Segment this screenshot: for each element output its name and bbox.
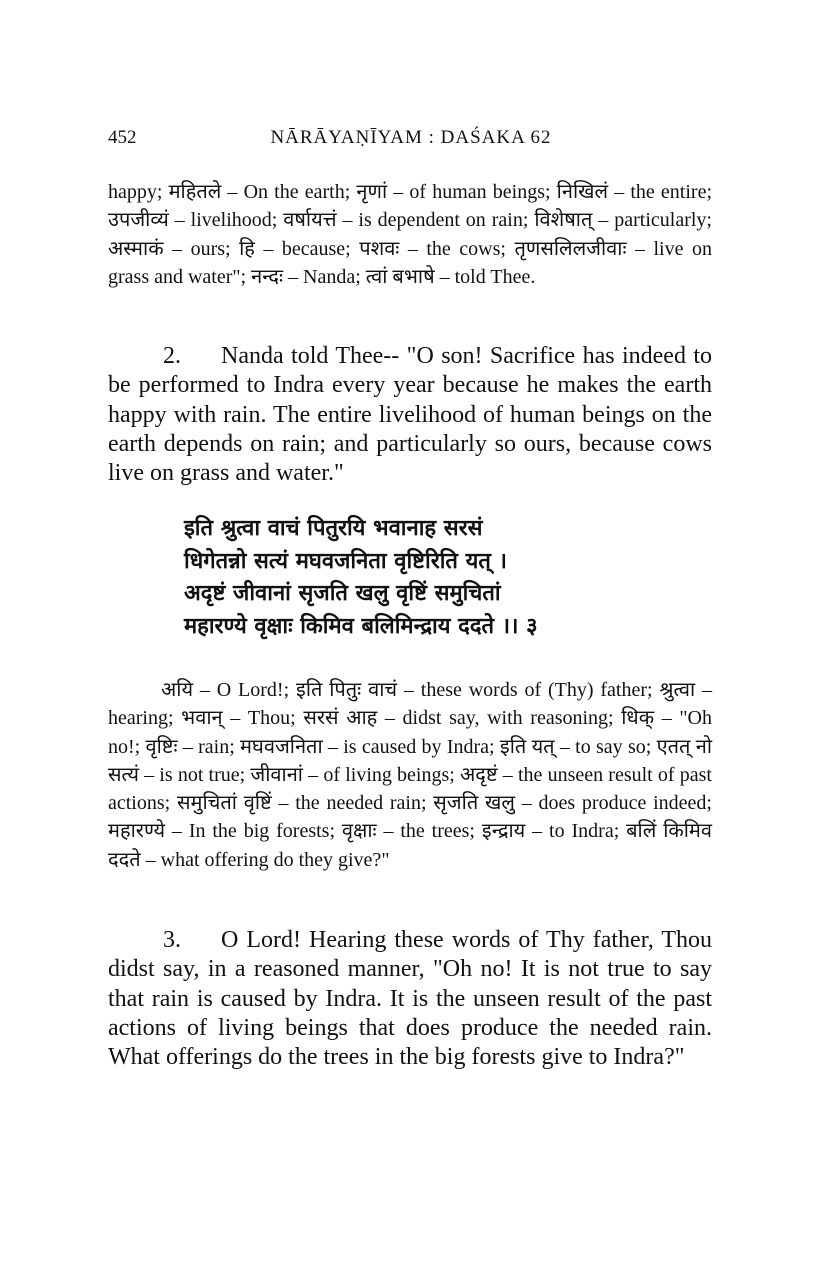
translation-paragraph bbox=[108, 926, 712, 1072]
word-gloss-verse-2 bbox=[108, 178, 712, 291]
verse-number: 2. bbox=[163, 343, 181, 369]
translation-text: O Lord! Hearing these words of Thy father, Thou didst say, in a reasoned manner, "Oh no! It is not true to say that rain is caused by Indra. It is the unseen result of the past actions of living beings that does produce the needed rain. What offerings do the trees in the big forests give to Indra?" bbox=[108, 927, 712, 1071]
translation-verse-3 bbox=[108, 926, 712, 1072]
verse-line: धिगेतन्नो सत्यं मघवजनिता वृष्टिरिति यत् । bbox=[184, 548, 507, 574]
translation-paragraph bbox=[108, 342, 712, 488]
sanskrit-verse-3 bbox=[184, 513, 724, 643]
page-header bbox=[108, 127, 714, 157]
translation-text: Nanda told Thee-- "O son! Sacrifice has indeed to be performed to Indra every year because he makes the earth happy with rain. The entire livelihood of human beings on the earth depends on rain; and particularly so ours, because cows live on grass and water." bbox=[108, 343, 712, 487]
gloss-paragraph: happy; महितले – On the earth; नृणां – of human beings; निखिलं – the entire; उपजीव्यं – livelihood; वर्षायत्तं – is dependent on rain; विशेषात् – particularly; अस्माकं – ours; हि – because; पशवः – the cows; तृणसलिलजीवाः – live on grass and water"; नन्दः – Nanda; त्वां बभाषे – told Thee. bbox=[108, 181, 712, 288]
verse-line: अदृष्टं जीवानां सृजति खलु वृष्टिं समुचितां bbox=[184, 581, 501, 606]
running-head: NĀRĀYAṆĪYAM : DAŚAKA 62 bbox=[270, 127, 552, 148]
verse-number: 3. bbox=[163, 927, 181, 953]
translation-verse-2 bbox=[108, 342, 712, 488]
page-number: 452 bbox=[108, 127, 137, 148]
verse-line: महारण्ये वृक्षाः किमिव बलिमिन्द्राय ददते ।। ३ bbox=[184, 613, 538, 639]
gloss-paragraph: अयि – O Lord!; इति पितुः वाचं – these words of (Thy) father; श्रुत्वा – hearing; भवान् – Thou; सरसं आह – didst say, with reasoning; धिक् – "Oh no!; वृष्टिः – rain; मघवजनिता – is caused by Indra; इति यत् – to say so; एतत् नो सत्यं – is not true; जीवानां – of living beings; अदृष्टं – the unseen result of past actions; समुचितां वृष्टिं – the needed rain; सृजति खलु – does produce indeed; महारण्ये – In the big forests; वृक्षाः – the trees; इन्द्राय – to Indra; बलिं किमिव ददते – what offering do they give?" bbox=[108, 679, 712, 871]
word-gloss-verse-3 bbox=[108, 676, 712, 874]
verse-line: इति श्रुत्वा वाचं पितुरयि भवानाह सरसं bbox=[184, 516, 483, 541]
